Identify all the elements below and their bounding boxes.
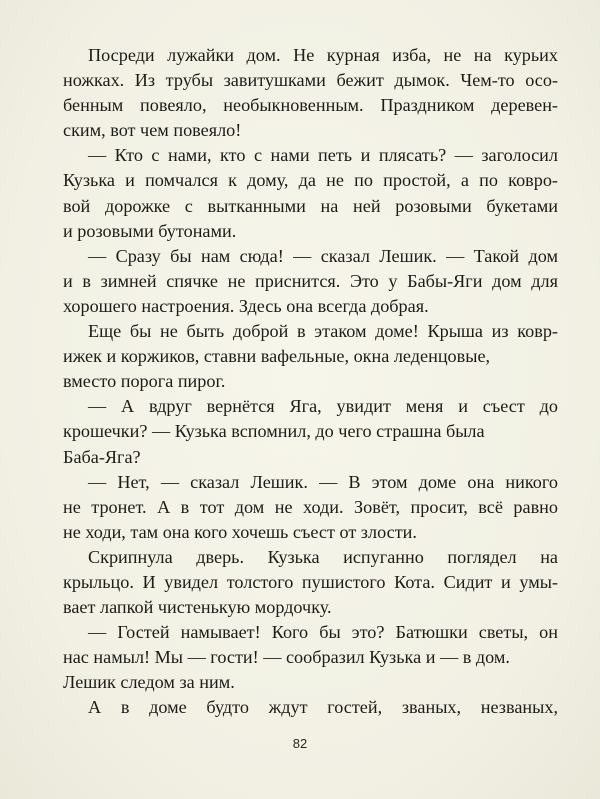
text-line: Кузька и помчался к дому, да не по простой, а по ковро- bbox=[63, 170, 558, 191]
paragraph-first-line: — Сразу бы нам сюда! — сказал Лешик. — Такой дом bbox=[88, 245, 558, 266]
text-line: Баба-Яга? bbox=[63, 446, 141, 467]
text-line: нас намыл! Мы — гости! — сообразил Кузька и — в дом. bbox=[63, 647, 510, 668]
text-line: вой дорожке с вытканными на ней розовыми букетами bbox=[63, 195, 558, 216]
paragraph-first-line: — Гостей намывает! Кого бы это? Батюшки светы, он bbox=[88, 622, 558, 643]
paragraph-first-line: Посреди лужайки дом. Не курная изба, не на курьих bbox=[88, 45, 558, 65]
text-line: крошечки? — Кузька вспомнил, до чего страшна была bbox=[63, 421, 485, 442]
text-line: вает лапкой чистенькую мордочку. bbox=[63, 597, 332, 618]
text-line: хорошего настроения. Здесь она всегда добрая. bbox=[63, 295, 429, 316]
body-text bbox=[63, 43, 558, 721]
text-line: ским, вот чем повеяло! bbox=[63, 120, 242, 141]
text-line: ножках. Из трубы завитушками бежит дымок. Чем-то осо- bbox=[63, 70, 558, 91]
text-line: бенным повеяло, необыкновенным. Праздником деревен- bbox=[63, 95, 558, 116]
paragraph-first-line: — Кто с нами, кто с нами петь и плясать? — заголосил bbox=[88, 145, 558, 166]
text-line: и розовыми бутонами. bbox=[63, 220, 237, 241]
text-line: не ходи, там она кого хочешь съест от злости. bbox=[63, 521, 417, 542]
page-number: 82 bbox=[292, 736, 308, 751]
paragraph-first-line: А в доме будто ждут гостей, званых, незваных, bbox=[88, 697, 558, 718]
paragraph-first-line: Еще бы не быть доброй в этаком доме! Крыша из ковр- bbox=[88, 321, 558, 342]
text-line: крыльцо. И увидел толстого пушистого Кота. Сидит и умы- bbox=[63, 571, 558, 592]
text-line: Лешик следом за ним. bbox=[63, 672, 235, 693]
text-line: вместо порога пирог. bbox=[63, 371, 226, 392]
text-line: не тронет. А в тот дом не ходи. Зовёт, просит, всё равно bbox=[63, 496, 558, 517]
text-line: и в зимней спячке не приснится. Это у Бабы-Яги дом для bbox=[63, 270, 558, 291]
paragraph-first-line: — А вдруг вернётся Яга, увидит меня и съест до bbox=[88, 396, 558, 417]
paragraph-first-line: — Нет, — сказал Лешик. — В этом доме она никого bbox=[88, 471, 558, 492]
paragraph-first-line: Скрипнула дверь. Кузька испуганно поглядел на bbox=[88, 546, 558, 567]
text-line: ижек и коржиков, ставни вафельные, окна леденцовые, bbox=[63, 346, 491, 367]
